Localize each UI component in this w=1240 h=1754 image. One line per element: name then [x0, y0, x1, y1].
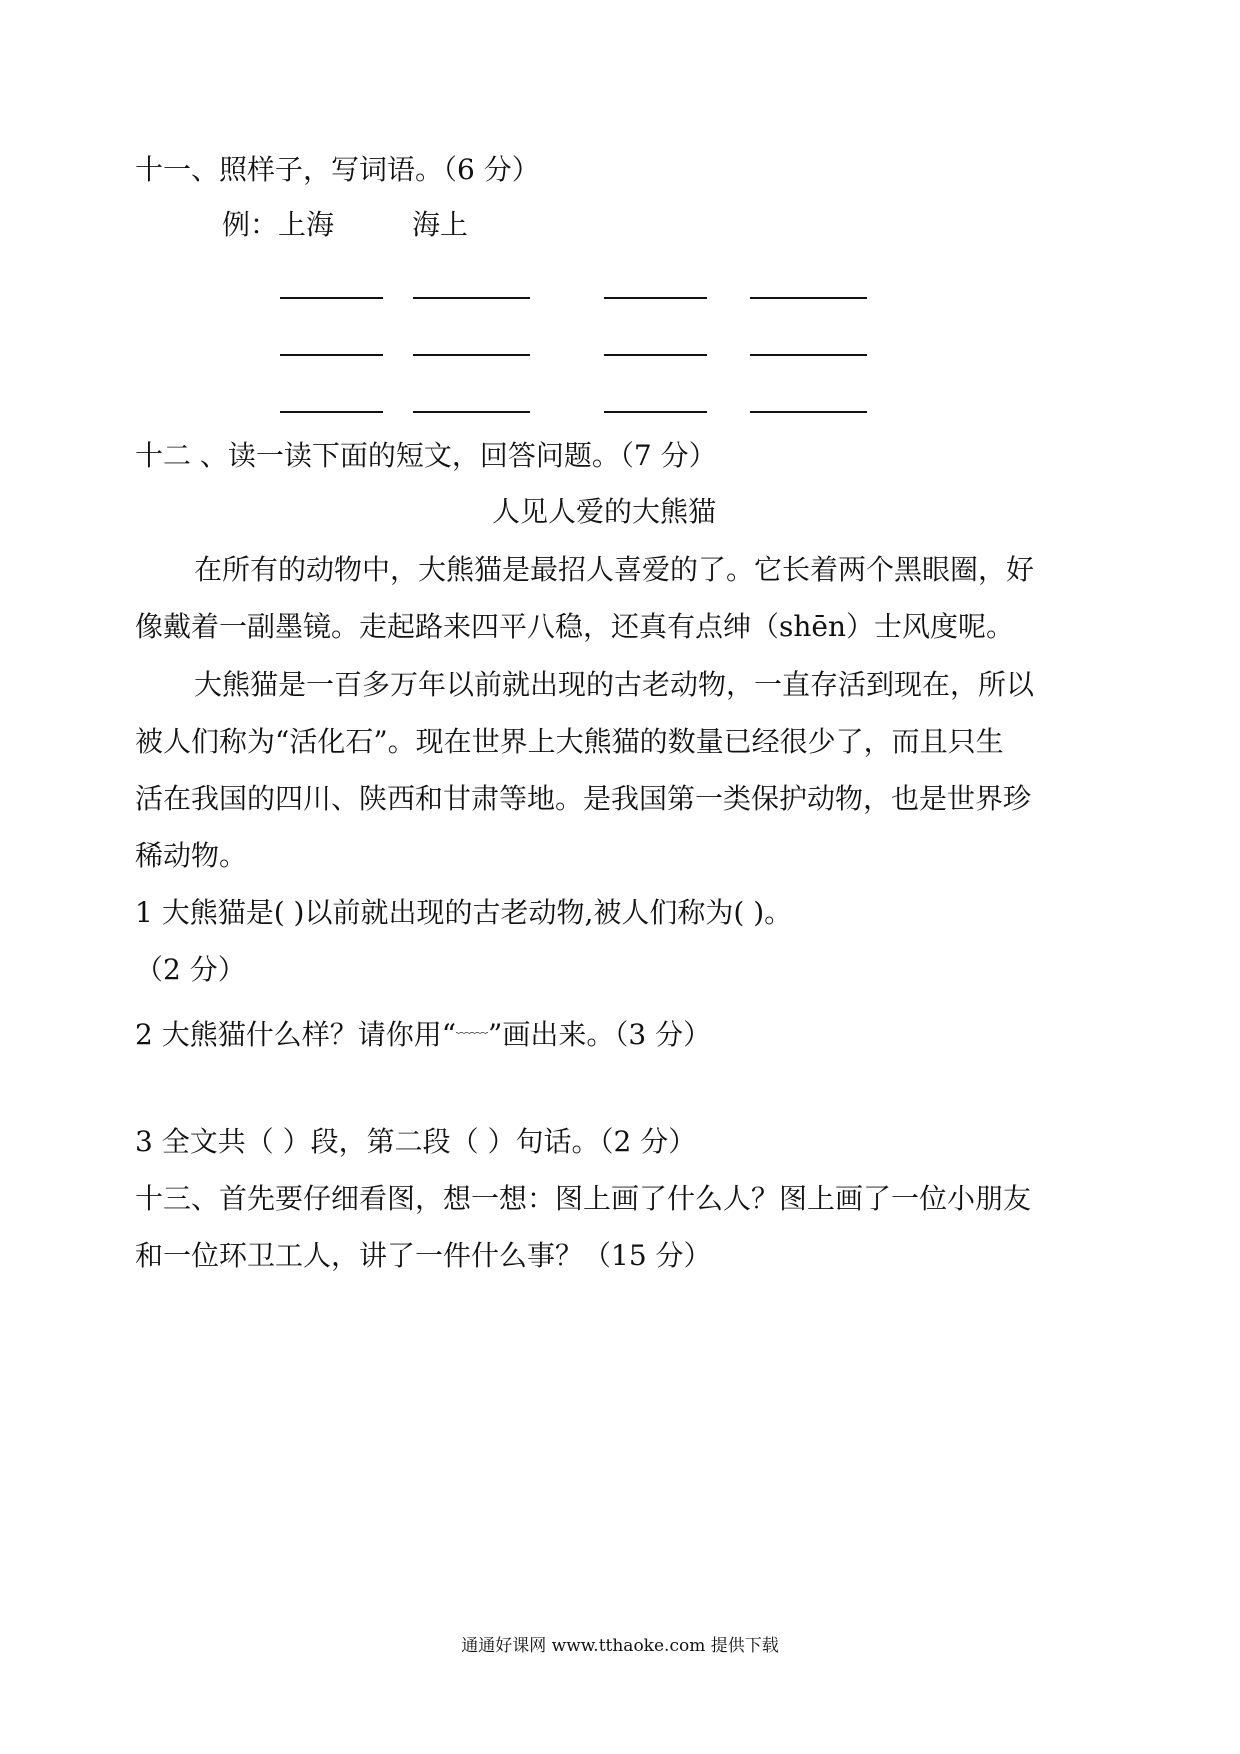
answer-blank[interactable] [750, 297, 867, 299]
question-1-score: （2 分） [135, 953, 246, 986]
question-2 [135, 1007, 711, 1055]
question-1: 1 大熊猫是( )以前就出现的古老动物,被人们称为( )。 [135, 896, 793, 929]
question-2-suffix: ”画出来。（3 分） [488, 1018, 712, 1051]
passage-p2-line1: 大熊猫是一百多万年以前就出现的古老动物，一直存活到现在，所以 [194, 668, 1035, 701]
answer-blank[interactable] [604, 354, 707, 356]
passage-title: 人见人爱的大熊猫 [492, 495, 717, 528]
answer-blank[interactable] [413, 411, 530, 413]
question-3: 3 全文共（ ）段，第二段（ ）句话。（2 分） [135, 1125, 697, 1158]
answer-blank[interactable] [413, 354, 530, 356]
answer-blank[interactable] [280, 297, 383, 299]
answer-blank[interactable] [750, 411, 867, 413]
footer-watermark: 通通好课网 www.tthaoke.com 提供下载 [461, 1636, 779, 1656]
section-13-line1: 十三、首先要仔细看图，想一想：图上画了什么人？图上画了一位小朋友 [135, 1182, 1032, 1215]
question-2-prefix: 2 大熊猫什么样？请你用“ [135, 1018, 457, 1051]
answer-blank[interactable] [280, 354, 383, 356]
section-13-line2: 和一位环卫工人，讲了一件什么事？（15 分） [135, 1239, 712, 1272]
wavy-line-mark: ﹏﹏ [456, 1017, 489, 1036]
example-prefix: 例：上海 [222, 208, 335, 241]
answer-blank[interactable] [604, 411, 707, 413]
answer-blank[interactable] [604, 297, 707, 299]
example-answer: 海上 [412, 208, 469, 241]
passage-p1-line1: 在所有的动物中，大熊猫是最招人喜爱的了。它长着两个黑眼圈，好 [194, 553, 1035, 586]
answer-blank[interactable] [413, 297, 530, 299]
section-12-heading: 十二 、读一读下面的短文，回答问题。（7 分） [135, 439, 717, 472]
passage-p2-line3: 活在我国的四川、陕西和甘肃等地。是我国第一类保护动物，也是世界珍 [135, 782, 1032, 815]
passage-p1-line2: 像戴着一副墨镜。走起路来四平八稳，还真有点绅（shēn）士风度呢。 [135, 610, 1015, 643]
answer-blank[interactable] [750, 354, 867, 356]
section-11-heading: 十一、照样子，写词语。（6 分） [135, 153, 540, 186]
passage-p2-line4: 稀动物。 [135, 839, 248, 872]
answer-blank[interactable] [280, 411, 383, 413]
passage-p2-line2: 被人们称为“活化石”。现在世界上大熊猫的数量已经很少了，而且只生 [135, 725, 1004, 758]
